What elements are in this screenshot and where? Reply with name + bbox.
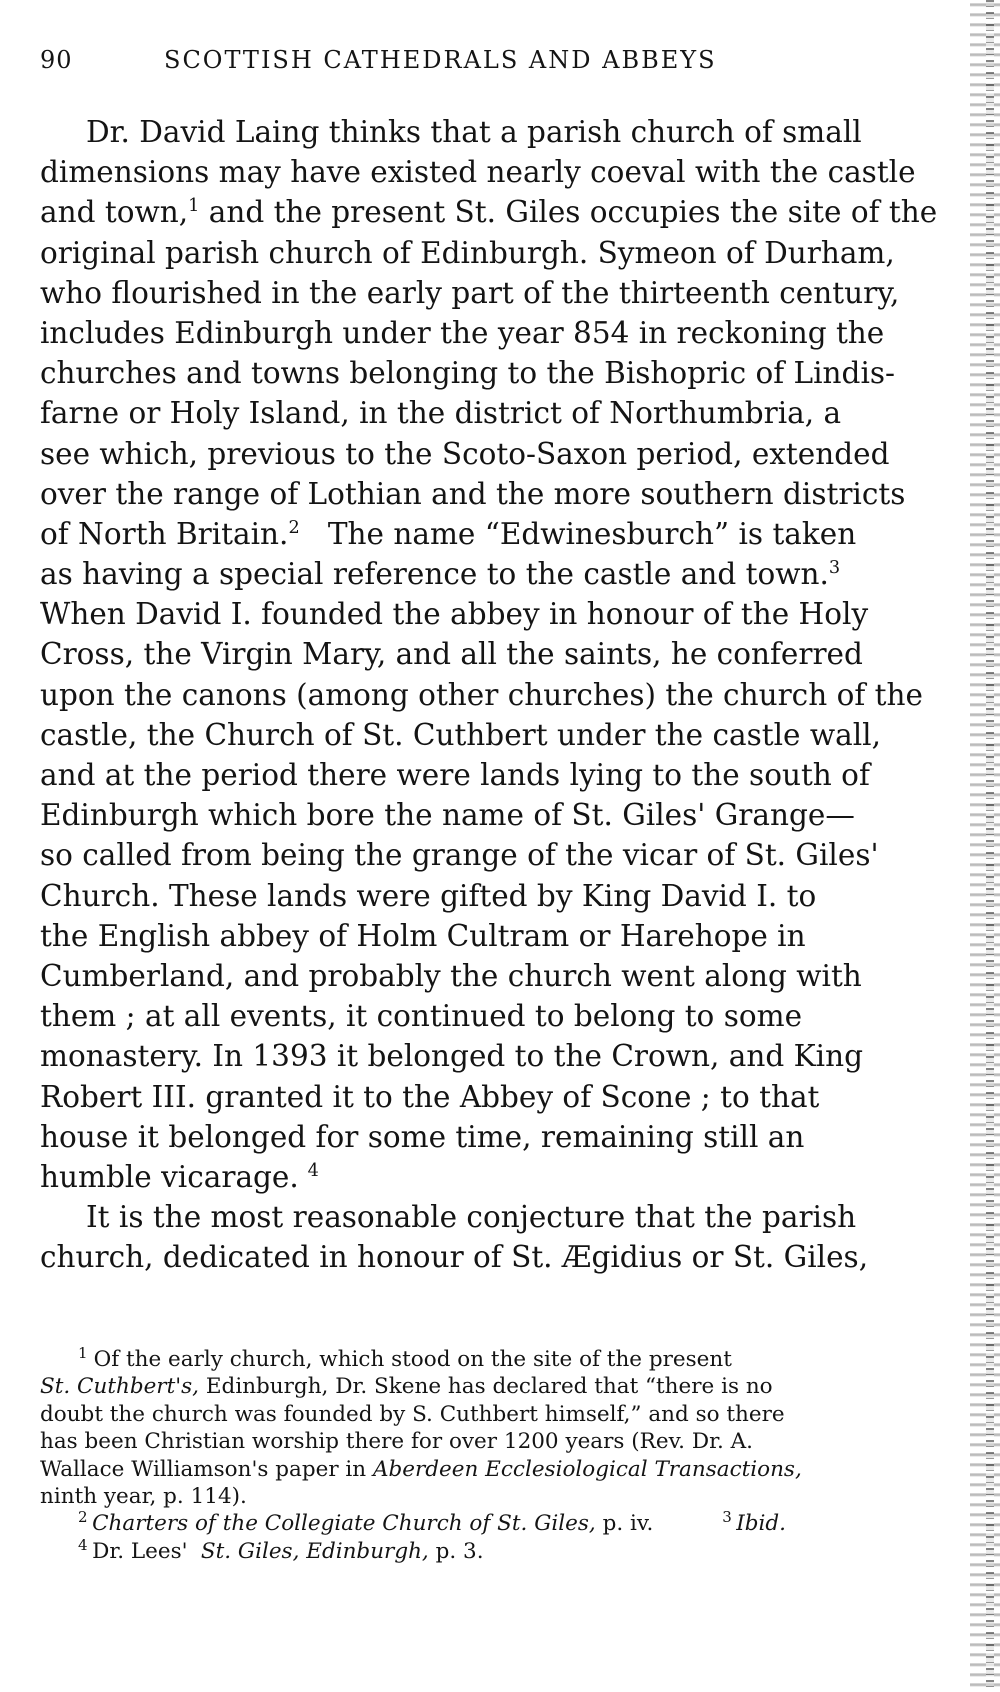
footnote-4: $^4$ Dr. Lees' St. Giles, Edinburgh, p. 3. xyxy=(78,1535,484,1564)
text-line: Church. These lands were gifted by King David I. to xyxy=(40,878,817,913)
text-line: When David I. founded the abbey in honour of the Holy xyxy=(40,597,869,632)
page-number: 90 xyxy=(40,46,73,74)
text-line: churches and towns belonging to the Bishopric of Lindis- xyxy=(40,356,895,391)
footnote-ref-1: 1 xyxy=(188,196,200,217)
text-line: of North Britain.$^2$ The name “Edwinesburch” is taken xyxy=(40,516,857,551)
text-line: castle, the Church of St. Cuthbert under the castle wall, xyxy=(40,717,881,752)
text-line: house it belonged for some time, remaining still an xyxy=(40,1119,805,1154)
text-line: the English abbey of Holm Cultram or Harehope in xyxy=(40,918,806,953)
text-line: and at the period there were lands lying to the south of xyxy=(40,758,870,792)
text-line: monastery. In 1393 it belonged to the Crown, and King xyxy=(40,1039,863,1074)
footnote-line: Wallace Williamson's paper in Aberdeen Ecclesiological Transactions, xyxy=(40,1456,802,1482)
text-line: includes Edinburgh under the year 854 in reckoning the xyxy=(40,315,885,350)
text-line: Cumberland, and probably the church went along with xyxy=(40,958,862,993)
text-line: see which, previous to the Scoto-Saxon period, extended xyxy=(40,436,890,471)
text-line: over the range of Lothian and the more southern districts xyxy=(40,476,906,511)
footnote-line: St. Cuthbert's, Edinburgh, Dr. Skene has declared that “there is no xyxy=(40,1374,773,1400)
footnote-line: ninth year, p. 114). xyxy=(40,1483,247,1509)
text-line: Cross, the Virgin Mary, and all the saints, he conferred xyxy=(40,637,863,672)
body-text xyxy=(40,112,938,1277)
footnote-ref-2: 2 xyxy=(288,518,300,539)
text-line: church, dedicated in honour of St. Ægidius or St. Giles, xyxy=(40,1240,869,1275)
running-head: SCOTTISH CATHEDRALS AND ABBEYS xyxy=(164,46,717,74)
text-line: Edinburgh which bore the name of St. Giles' Grange— xyxy=(40,798,855,833)
footnotes xyxy=(40,1343,870,1565)
text-line: farne or Holy Island, in the district of Northumbria, a xyxy=(40,396,842,431)
footnote-ref-3: 3 xyxy=(828,558,841,579)
text-line: and town,$^1$ and the present St. Giles occupies the site of the xyxy=(40,195,938,230)
text-line: so called from being the grange of the vicar of St. Giles' xyxy=(40,838,879,873)
text-line: as having a special reference to the castle and town.$^3$ xyxy=(40,557,841,592)
footnote-line: doubt the church was founded by S. Cuthbert himself,” and so there xyxy=(40,1401,785,1427)
footnote-2-3: $^2$ Charters of the Collegiate Church of St. Giles, p. iv. $^3$ Ibid. xyxy=(78,1508,787,1537)
book-spine-edge xyxy=(970,0,1000,1692)
footnote-line: has been Christian worship there for over 1200 years (Rev. Dr. A. xyxy=(40,1429,754,1455)
text-line: humble vicarage. $^4$ xyxy=(40,1159,319,1194)
page-header xyxy=(40,46,870,86)
text-line: Dr. David Laing thinks that a parish church of small xyxy=(86,115,862,149)
text-line: original parish church of Edinburgh. Symeon of Durham, xyxy=(40,235,895,270)
footnote-ref-4: 4 xyxy=(307,1161,319,1182)
text-line: Robert III. granted it to the Abbey of Scone ; to that xyxy=(40,1079,820,1114)
text-line: them ; at all events, it continued to belong to some xyxy=(40,999,803,1034)
book-spine-shadow xyxy=(986,0,994,1692)
text-line: dimensions may have existed nearly coeval with the castle xyxy=(40,155,916,190)
text-line: who flourished in the early part of the thirteenth century, xyxy=(40,275,900,310)
text-line: upon the canons (among other churches) the church of the xyxy=(40,677,923,712)
text-line: It is the most reasonable conjecture that the parish xyxy=(86,1200,857,1235)
footnote-1: $^1$ Of the early church, which stood on the site of the present xyxy=(78,1343,732,1372)
